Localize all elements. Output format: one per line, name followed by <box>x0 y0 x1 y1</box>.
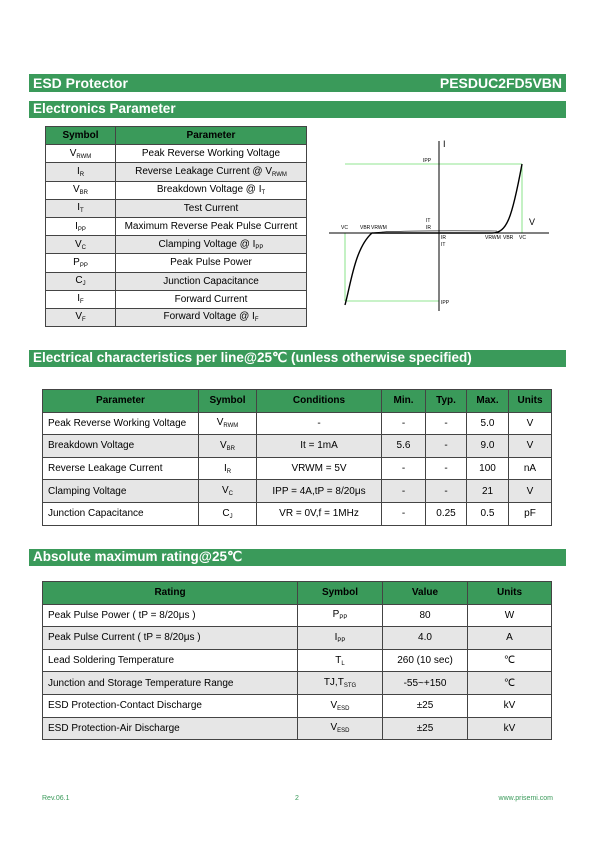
min-cell: - <box>382 457 426 480</box>
symbol-subscript: STG <box>343 683 357 690</box>
symbol-cell <box>199 457 257 480</box>
table-row <box>43 649 552 672</box>
symbol-cell <box>199 412 257 435</box>
col-rating: Rating <box>43 582 298 605</box>
units-cell: kV <box>468 694 552 717</box>
parameter-cell <box>116 217 307 235</box>
table-row <box>46 236 307 254</box>
parameter-cell <box>116 290 307 308</box>
parameter-text: Junction Capacitance <box>163 275 259 287</box>
symbol-cell <box>46 254 116 272</box>
typ-cell: - <box>426 412 467 435</box>
parameter-cell: Peak Reverse Working Voltage <box>43 412 199 435</box>
table-row <box>43 480 552 503</box>
units-cell: V <box>509 412 552 435</box>
min-cell: - <box>382 502 426 525</box>
symbol-cell <box>199 502 257 525</box>
table-row <box>46 181 307 199</box>
parameter-text: Clamping Voltage @ I <box>158 238 256 250</box>
symbol-cell <box>199 435 257 458</box>
symbol-text: V <box>69 147 77 159</box>
units-cell: W <box>468 604 552 627</box>
electrical-characteristics-table <box>42 389 552 526</box>
col-symbol: Symbol <box>298 582 383 605</box>
parameter-subscript: RWM <box>272 171 287 178</box>
footer-url[interactable]: www.prisemi.com <box>498 795 553 802</box>
parameter-cell <box>116 254 307 272</box>
typ-cell: - <box>426 457 467 480</box>
label-ir: IR <box>426 225 431 231</box>
absolute-maximum-table <box>42 581 552 740</box>
parameter-cell: Reverse Leakage Current <box>43 457 199 480</box>
conditions-cell: VR = 0V,f = 1MHz <box>257 502 382 525</box>
symbol-text: V <box>75 311 82 323</box>
symbol-subscript: ESD <box>337 705 350 712</box>
parameter-cell <box>116 163 307 181</box>
label-it: IT <box>426 218 431 224</box>
label-it-neg: IT <box>441 242 446 248</box>
symbol-cell <box>298 604 383 627</box>
symbol-subscript: RWM <box>76 153 92 160</box>
table-row <box>43 502 552 525</box>
parameter-cell: Clamping Voltage <box>43 480 199 503</box>
footer-revision: Rev.06.1 <box>42 795 70 802</box>
table-row <box>46 290 307 308</box>
min-cell: 5.6 <box>382 435 426 458</box>
value-cell: -55~+150 <box>383 672 468 695</box>
typ-cell: - <box>426 435 467 458</box>
parameter-text: Peak Pulse Power <box>170 257 252 269</box>
axis-label-v: V <box>529 217 536 227</box>
symbol-text: C <box>75 275 83 287</box>
value-cell: ±25 <box>383 717 468 740</box>
symbol-cell <box>199 480 257 503</box>
symbol-subscript: J <box>229 513 233 520</box>
rating-cell: Peak Pulse Power ( tP = 8/20μs ) <box>43 604 298 627</box>
table-row <box>43 457 552 480</box>
symbol-subscript: BR <box>226 445 235 452</box>
section-title: Electronics Parameter <box>33 101 176 116</box>
units-cell: A <box>468 627 552 650</box>
symbol-subscript: PP <box>79 262 88 269</box>
symbol-text: P <box>332 609 340 621</box>
col-typ: Typ. <box>426 390 467 413</box>
symbol-subscript: C <box>81 244 86 251</box>
table-row <box>43 412 552 435</box>
label-vrwm-left: VRWM <box>371 225 387 231</box>
iv-characteristic-diagram <box>327 133 555 315</box>
label-vc-left: VC <box>341 225 348 231</box>
parameter-subscript: F <box>254 317 259 324</box>
col-parameter: Parameter <box>116 127 307 145</box>
rating-cell: Peak Pulse Current ( tP = 8/20μs ) <box>43 627 298 650</box>
table-row <box>46 217 307 235</box>
col-units: Units <box>509 390 552 413</box>
table-row <box>46 308 307 326</box>
section-title: Electrical characteristics per line@25℃ (unless otherwise specified) <box>33 350 472 365</box>
label-ir-neg: IR <box>441 235 446 241</box>
symbol-cell <box>46 181 116 199</box>
symbol-cell <box>46 272 116 290</box>
parameter-text: Breakdown Voltage @ I <box>156 184 262 196</box>
symbol-cell <box>298 694 383 717</box>
symbol-subscript: C <box>228 491 233 498</box>
section-absolute-maximum <box>29 549 566 566</box>
part-number: PESDUC2FD5VBN <box>439 75 562 91</box>
max-cell: 5.0 <box>467 412 509 435</box>
symbol-text: I <box>75 220 78 232</box>
symbol-cell <box>46 145 116 163</box>
symbol-text: V <box>330 699 338 711</box>
symbol-text: I <box>223 462 227 474</box>
symbol-subscript: PP <box>339 615 348 622</box>
parameter-subscript: PP <box>255 244 264 251</box>
section-title: Absolute maximum rating@25℃ <box>33 549 243 564</box>
symbol-cell <box>46 199 116 217</box>
table-row <box>46 163 307 181</box>
label-vc-right: VC <box>519 235 526 241</box>
parameter-text: Reverse Leakage Current @ V <box>135 165 272 177</box>
parameter-cell <box>116 181 307 199</box>
table-row <box>46 199 307 217</box>
value-cell: ±25 <box>383 694 468 717</box>
col-parameter: Parameter <box>43 390 199 413</box>
symbol-subscript: BR <box>79 190 88 197</box>
axis-label-i: I <box>443 139 446 149</box>
symbol-cell <box>298 672 383 695</box>
rating-cell: ESD Protection-Contact Discharge <box>43 694 298 717</box>
symbol-text: V <box>219 439 227 451</box>
symbol-text: C <box>222 507 230 519</box>
table-row <box>43 435 552 458</box>
conditions-cell: It = 1mA <box>257 435 382 458</box>
table-row <box>43 672 552 695</box>
parameter-text: Test Current <box>183 202 239 214</box>
units-cell: pF <box>509 502 552 525</box>
label-vbr-left: VBR <box>360 225 371 231</box>
col-conditions: Conditions <box>257 390 382 413</box>
symbol-cell <box>46 217 116 235</box>
symbol-text: V <box>216 417 224 429</box>
symbol-subscript: F <box>80 299 84 306</box>
conditions-cell: - <box>257 412 382 435</box>
value-cell: 80 <box>383 604 468 627</box>
label-vbr-right: VBR <box>503 235 514 241</box>
rating-cell: ESD Protection-Air Discharge <box>43 717 298 740</box>
units-cell: ℃ <box>468 649 552 672</box>
parameter-cell: Breakdown Voltage <box>43 435 199 458</box>
parameter-text: Peak Reverse Working Voltage <box>141 148 281 160</box>
label-ipp-bottom: IPP <box>441 300 450 306</box>
parameter-cell <box>116 199 307 217</box>
value-cell: 260 (10 sec) <box>383 649 468 672</box>
col-symbol: Symbol <box>46 127 116 145</box>
label-ipp-top: IPP <box>423 158 432 164</box>
conditions-cell: VRWM = 5V <box>257 457 382 480</box>
symbol-cell <box>298 649 383 672</box>
rating-cell: Junction and Storage Temperature Range <box>43 672 298 695</box>
col-symbol: Symbol <box>199 390 257 413</box>
header-band <box>29 74 566 92</box>
max-cell: 100 <box>467 457 509 480</box>
units-cell: kV <box>468 717 552 740</box>
symbol-text: V <box>221 485 229 497</box>
col-value: Value <box>383 582 468 605</box>
max-cell: 21 <box>467 480 509 503</box>
symbol-text: I <box>334 631 338 643</box>
symbol-text: V <box>330 722 338 734</box>
rating-cell: Lead Soldering Temperature <box>43 649 298 672</box>
symbol-cell <box>298 717 383 740</box>
parameter-cell <box>116 272 307 290</box>
table-row <box>43 694 552 717</box>
max-cell: 9.0 <box>467 435 509 458</box>
col-min: Min. <box>382 390 426 413</box>
symbol-text: T <box>335 654 342 666</box>
symbol-subscript: R <box>226 468 232 475</box>
symbol-subscript: PP <box>77 226 86 233</box>
footer-page-number: 2 <box>295 795 299 802</box>
parameter-cell <box>116 145 307 163</box>
symbol-subscript: PP <box>337 637 346 644</box>
symbol-text: P <box>73 256 80 268</box>
symbol-cell <box>46 290 116 308</box>
parameter-subscript: T <box>261 190 266 197</box>
units-cell: V <box>509 480 552 503</box>
symbol-subscript: F <box>82 317 86 324</box>
symbol-cell <box>46 308 116 326</box>
symbol-text: V <box>72 184 80 196</box>
typ-cell: - <box>426 480 467 503</box>
symbol-subscript: RWM <box>223 423 239 430</box>
table-row <box>43 604 552 627</box>
table-row <box>46 272 307 290</box>
section-electrical-characteristics <box>29 350 566 367</box>
parameter-text: Maximum Reverse Peak Pulse Current <box>124 221 298 233</box>
symbol-subscript: L <box>341 660 345 667</box>
parameter-cell: Junction Capacitance <box>43 502 199 525</box>
max-cell: 0.5 <box>467 502 509 525</box>
symbol-text: I <box>77 293 81 305</box>
parameter-text: Forward Voltage @ I <box>163 311 255 323</box>
symbol-cell <box>298 627 383 650</box>
conditions-cell: IPP = 4A,tP = 8/20μs <box>257 480 382 503</box>
symbol-subscript: ESD <box>337 728 350 735</box>
units-cell: nA <box>509 457 552 480</box>
label-vrwm-right: VRWM <box>485 235 501 241</box>
table-row <box>43 627 552 650</box>
parameter-cell <box>116 308 307 326</box>
value-cell: 4.0 <box>383 627 468 650</box>
units-cell: V <box>509 435 552 458</box>
symbol-subscript: R <box>79 171 85 178</box>
symbol-text: TJ,T <box>323 677 344 689</box>
symbol-subscript: T <box>80 208 84 215</box>
symbol-text: V <box>74 238 82 250</box>
section-electronics-parameter <box>29 101 566 118</box>
parameter-text: Forward Current <box>174 293 248 305</box>
symbol-cell <box>46 236 116 254</box>
col-max: Max. <box>467 390 509 413</box>
min-cell: - <box>382 480 426 503</box>
parameter-cell <box>116 236 307 254</box>
product-category: ESD Protector <box>33 75 128 91</box>
min-cell: - <box>382 412 426 435</box>
symbol-text: I <box>76 165 80 177</box>
typ-cell: 0.25 <box>426 502 467 525</box>
table-row <box>43 717 552 740</box>
symbol-subscript: J <box>82 281 86 288</box>
units-cell: ℃ <box>468 672 552 695</box>
table-row <box>46 145 307 163</box>
parameter-table <box>45 126 307 327</box>
table-row <box>46 254 307 272</box>
symbol-cell <box>46 163 116 181</box>
symbol-text: I <box>77 202 81 214</box>
col-units: Units <box>468 582 552 605</box>
